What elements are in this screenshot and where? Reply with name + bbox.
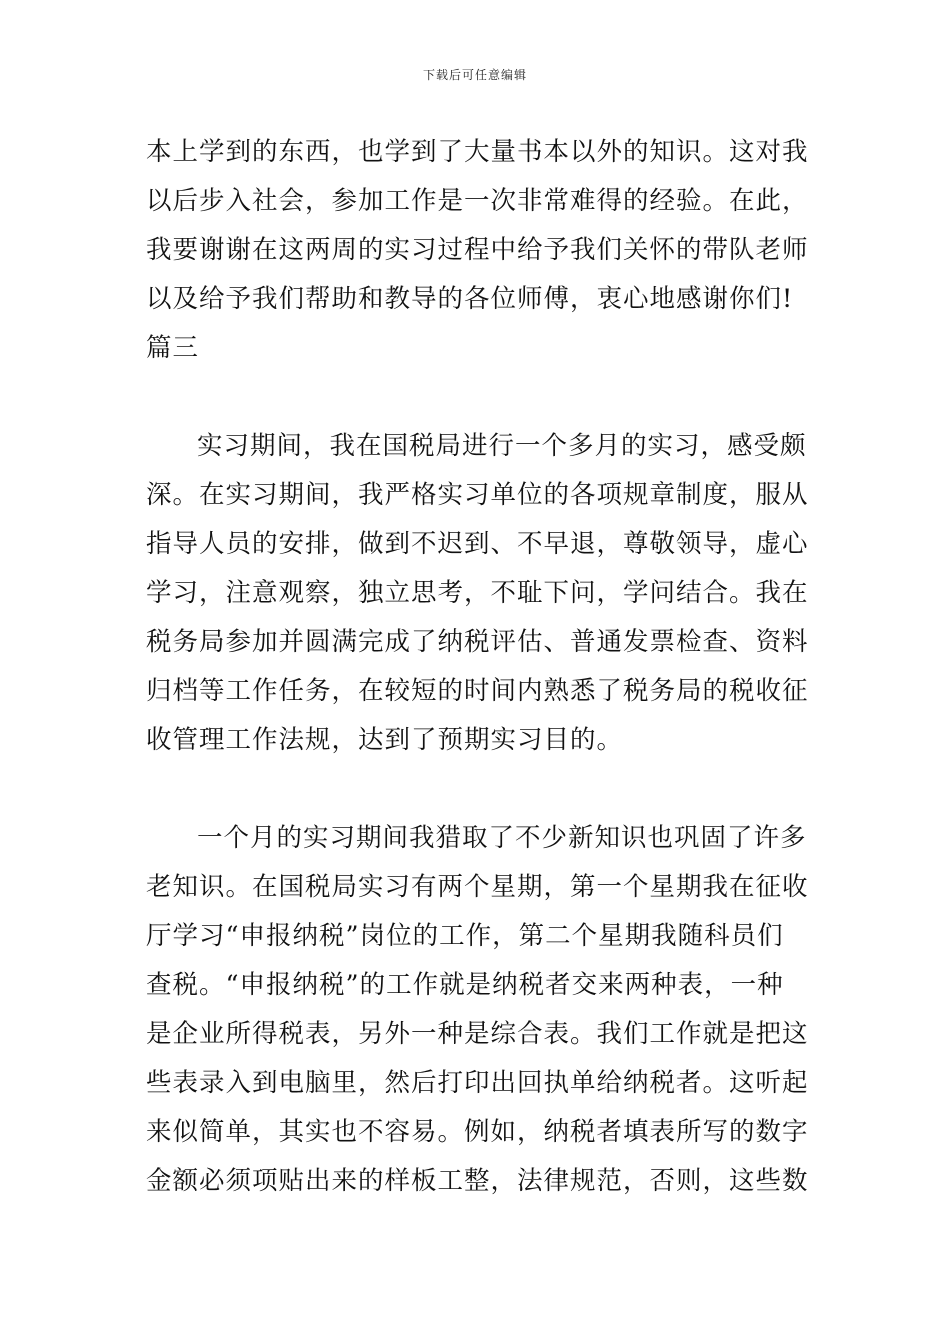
paragraph-first-line: 实习期间，我在国税局进行一个多月的实习，感受颇 bbox=[197, 431, 807, 461]
text-line: 我要谢谢在这两周的实习过程中给予我们关怀的带队老师 bbox=[146, 235, 809, 265]
text-line: 以及给予我们帮助和教导的各位师傅，衷心地感谢你们! bbox=[146, 284, 794, 314]
text-line: 是企业所得税表，另外一种是综合表。我们工作就是把这 bbox=[146, 1019, 809, 1049]
text-line: 收管理工作法规，达到了预期实习目的。 bbox=[146, 725, 624, 755]
text-line: 本上学到的东西，也学到了大量书本以外的知识。这对我 bbox=[146, 137, 809, 167]
text-line: 学习，注意观察，独立思考，不耻下问，学问结合。我在 bbox=[146, 578, 809, 608]
text-line: 查税。“申报纳税”的工作就是纳税者交来两种表，一种 bbox=[146, 970, 784, 1000]
paragraph-spacer bbox=[146, 373, 806, 422]
paragraph-first-line: 一个月的实习期间我猎取了不少新知识也巩固了许多 bbox=[197, 823, 807, 853]
page-header: 下载后可任意编辑 bbox=[422, 68, 527, 82]
text-line: 归档等工作任务，在较短的时间内熟悉了税务局的税收征 bbox=[146, 676, 809, 706]
paragraph-spacer bbox=[146, 765, 806, 814]
text-line: 税务局参加并圆满完成了纳税评估、普通发票检查、资料 bbox=[146, 627, 809, 657]
text-line: 深。在实习期间，我严格实习单位的各项规章制度，服从 bbox=[146, 480, 809, 510]
text-line: 老知识。在国税局实习有两个星期，第一个星期我在征收 bbox=[146, 872, 809, 902]
text-line: 以后步入社会，参加工作是一次非常难得的经验。在此， bbox=[146, 186, 809, 216]
text-line: 金额必须项贴出来的样板工整，法律规范，否则，这些数 bbox=[146, 1166, 809, 1196]
text-line: 指导人员的安排，做到不迟到、不早退，尊敬领导，虚心 bbox=[146, 529, 809, 559]
text-line: 篇三 bbox=[146, 333, 200, 363]
text-line: 来似简单，其实也不容易。例如，纳税者填表所写的数字 bbox=[146, 1117, 809, 1147]
text-line: 些表录入到电脑里，然后打印出回执单给纳税者。这听起 bbox=[146, 1068, 809, 1098]
text-line: 厅学习“申报纳税”岗位的工作，第二个星期我随科员们 bbox=[146, 921, 784, 951]
document-body bbox=[146, 128, 809, 1206]
